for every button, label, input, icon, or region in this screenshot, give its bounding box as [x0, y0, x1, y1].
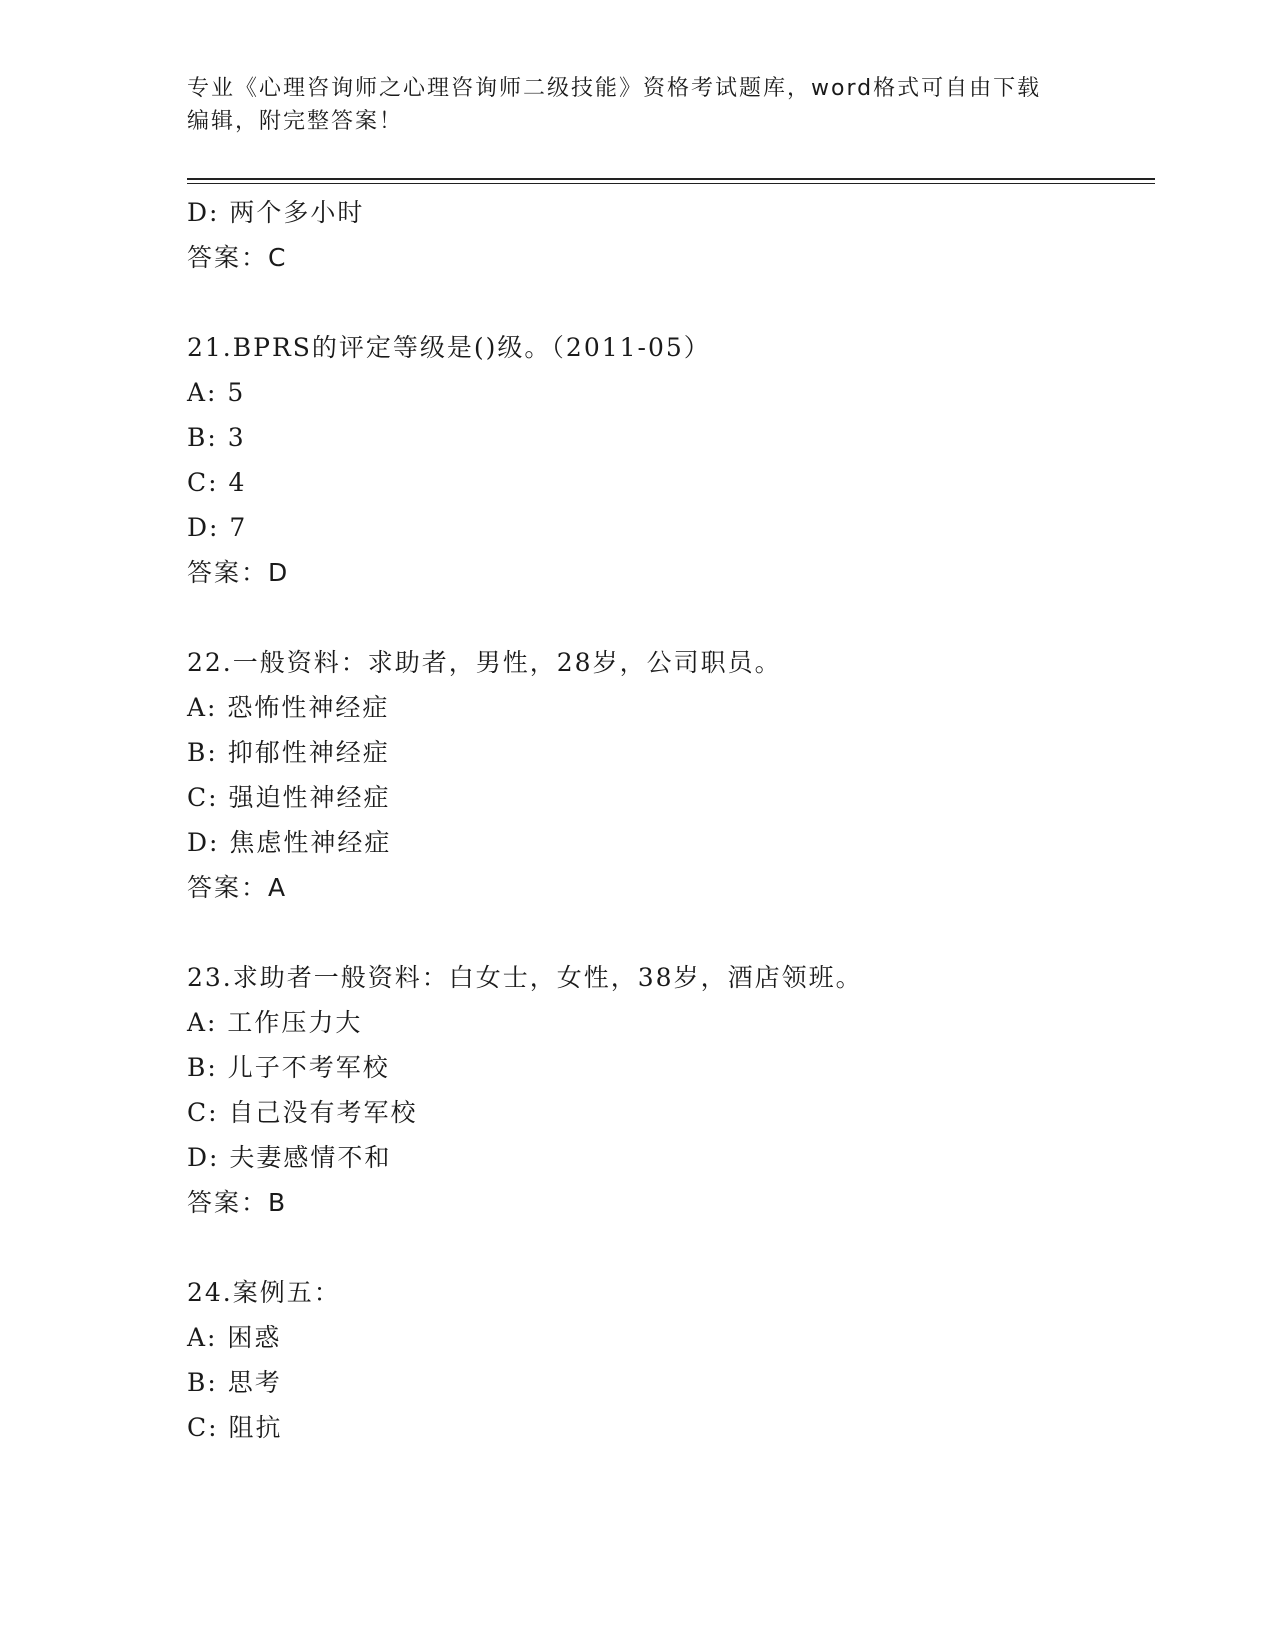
answer: 答案：D	[187, 558, 290, 587]
option-c: C: 阻抗	[187, 1413, 283, 1442]
question-list	[187, 190, 1137, 1450]
spacer	[187, 910, 1137, 955]
document-header	[187, 72, 1077, 138]
question-stem: 21.BPRS的评定等级是()级。（2011-05）	[187, 333, 711, 362]
option-c: C: 强迫性神经症	[187, 783, 391, 812]
option-d: D: 两个多小时	[187, 198, 365, 227]
question-stem: 23.求助者一般资料：白女士，女性，38岁，酒店领班。	[187, 963, 863, 992]
question-stem: 24.案例五：	[187, 1278, 341, 1307]
option-a: A: 工作压力大	[187, 1008, 363, 1037]
spacer	[187, 595, 1137, 640]
option-d: D: 焦虑性神经症	[187, 828, 392, 857]
header-divider-thin	[187, 183, 1155, 184]
option-d: D: 夫妻感情不和	[187, 1143, 392, 1172]
option-b: B: 思考	[187, 1368, 282, 1397]
option-c: C: 自己没有考军校	[187, 1098, 418, 1127]
option-b: B: 抑郁性神经症	[187, 738, 390, 767]
option-a: A: 恐怖性神经症	[187, 693, 390, 722]
option-c: C: 4	[187, 468, 247, 497]
option-a: A: 5	[187, 378, 246, 407]
option-a: A: 困惑	[187, 1323, 282, 1352]
option-b: B: 3	[187, 423, 246, 452]
question-stem: 22.一般资料：求助者，男性，28岁，公司职员。	[187, 648, 782, 677]
option-d: D: 7	[187, 513, 248, 542]
answer: 答案：B	[187, 1188, 288, 1217]
answer: 答案：C	[187, 243, 288, 272]
option-b: B: 儿子不考军校	[187, 1053, 390, 1082]
answer: 答案：A	[187, 873, 288, 902]
header-line-1: 专业《心理咨询师之心理咨询师二级技能》资格考试题库，word格式可自由下载	[187, 76, 1042, 101]
header-divider-thick	[187, 178, 1155, 180]
spacer	[187, 1225, 1137, 1270]
spacer	[187, 280, 1137, 325]
header-line-2: 编辑，附完整答案！	[187, 109, 404, 134]
